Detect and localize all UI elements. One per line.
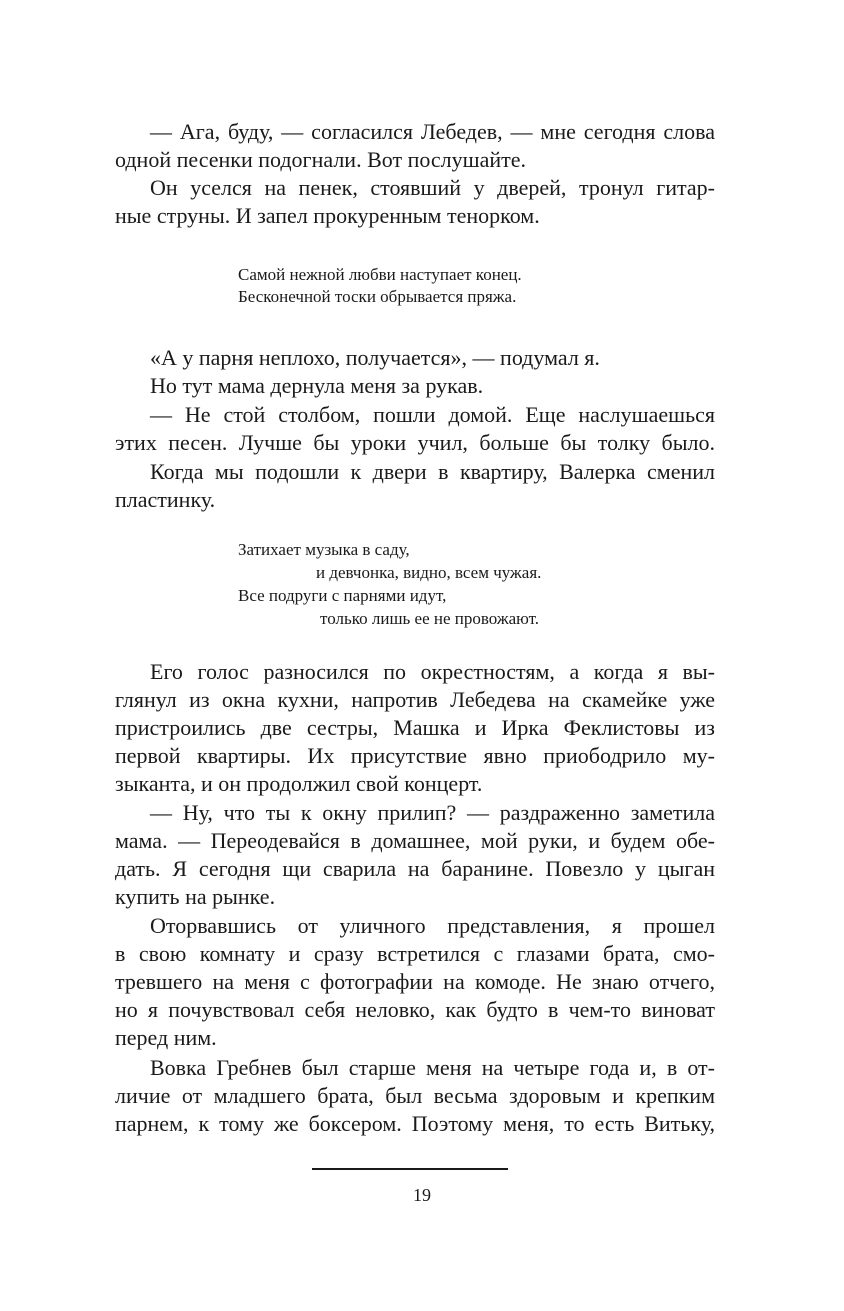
text-line: пристроились две сестры, Машка и Ирка Феклистовы из	[115, 715, 715, 740]
text-line: этих песен. Лучше бы уроки учил, больше бы толку было.	[115, 430, 715, 455]
text-line: — Ну, что ты к окну прилип? — раздраженно заметила	[150, 800, 715, 825]
text-line: «А у парня неплохо, получается», — подумал я.	[150, 345, 600, 370]
text-line: купить на рынке.	[115, 884, 276, 909]
text-line: Когда мы подошли к двери в квартиру, Валерка сменил	[150, 459, 715, 484]
text-line: Оторвавшись от уличного представления, я прошел	[150, 913, 715, 938]
text-line: тревшего на меня с фотографии на комоде. Не знаю отчего,	[115, 969, 715, 994]
text-line: пластинку.	[115, 487, 216, 512]
text-line: Он уселся на пенек, стоявший у дверей, тронул гитар-	[150, 175, 715, 200]
verse-line: Бесконечной тоски обрывается пряжа.	[238, 287, 517, 306]
text-line: — Не стой столбом, пошли домой. Еще наслушаешься	[150, 402, 715, 427]
text-line: но я почувствовал себя неловко, как будто в чем-то виноват	[115, 997, 715, 1022]
text-line: — Ага, буду, — согласился Лебедев, — мне сегодня слова	[150, 119, 715, 144]
text-line: зыканта, и он продолжил свой концерт.	[115, 771, 483, 796]
text-line: ные струны. И запел прокуренным тенорком.	[115, 203, 540, 228]
page-number: 19	[413, 1185, 431, 1205]
text-line: личие от младшего брата, был весьма здоровым и крепким	[115, 1083, 715, 1108]
verse-line: только лишь ее не провожают.	[320, 609, 540, 628]
verse-line: и девчонка, видно, всем чужая.	[316, 563, 542, 582]
text-line: одной песенки подогнали. Вот послушайте.	[115, 147, 526, 172]
verse-line: Затихает музыка в саду,	[238, 540, 410, 559]
text-line: парнем, к тому же боксером. Поэтому меня, то есть Витьку,	[115, 1111, 715, 1136]
text-line: Но тут мама дернула меня за рукав.	[150, 373, 484, 398]
text-line: Его голос разносился по окрестностям, а когда я вы-	[150, 659, 715, 684]
text-line: первой квартиры. Их присутствие явно приободрило му-	[115, 743, 715, 768]
text-line: Вовка Гребнев был старше меня на четыре года и, в от-	[150, 1055, 715, 1080]
text-line: перед ним.	[115, 1025, 217, 1050]
text-line: глянул из окна кухни, напротив Лебедева на скамейке уже	[115, 687, 715, 712]
verse-line: Все подруги с парнями идут,	[238, 586, 447, 605]
footer-rule	[312, 1168, 508, 1170]
text-line: в свою комнату и сразу встретился с глазами брата, смо-	[115, 941, 715, 966]
text-line: дать. Я сегодня щи сварила на баранине. Повезло у цыган	[115, 856, 715, 881]
verse-line: Самой нежной любви наступает конец.	[238, 265, 522, 284]
text-line: мама. — Переодевайся в домашнее, мой руки, и будем обе-	[115, 828, 715, 853]
